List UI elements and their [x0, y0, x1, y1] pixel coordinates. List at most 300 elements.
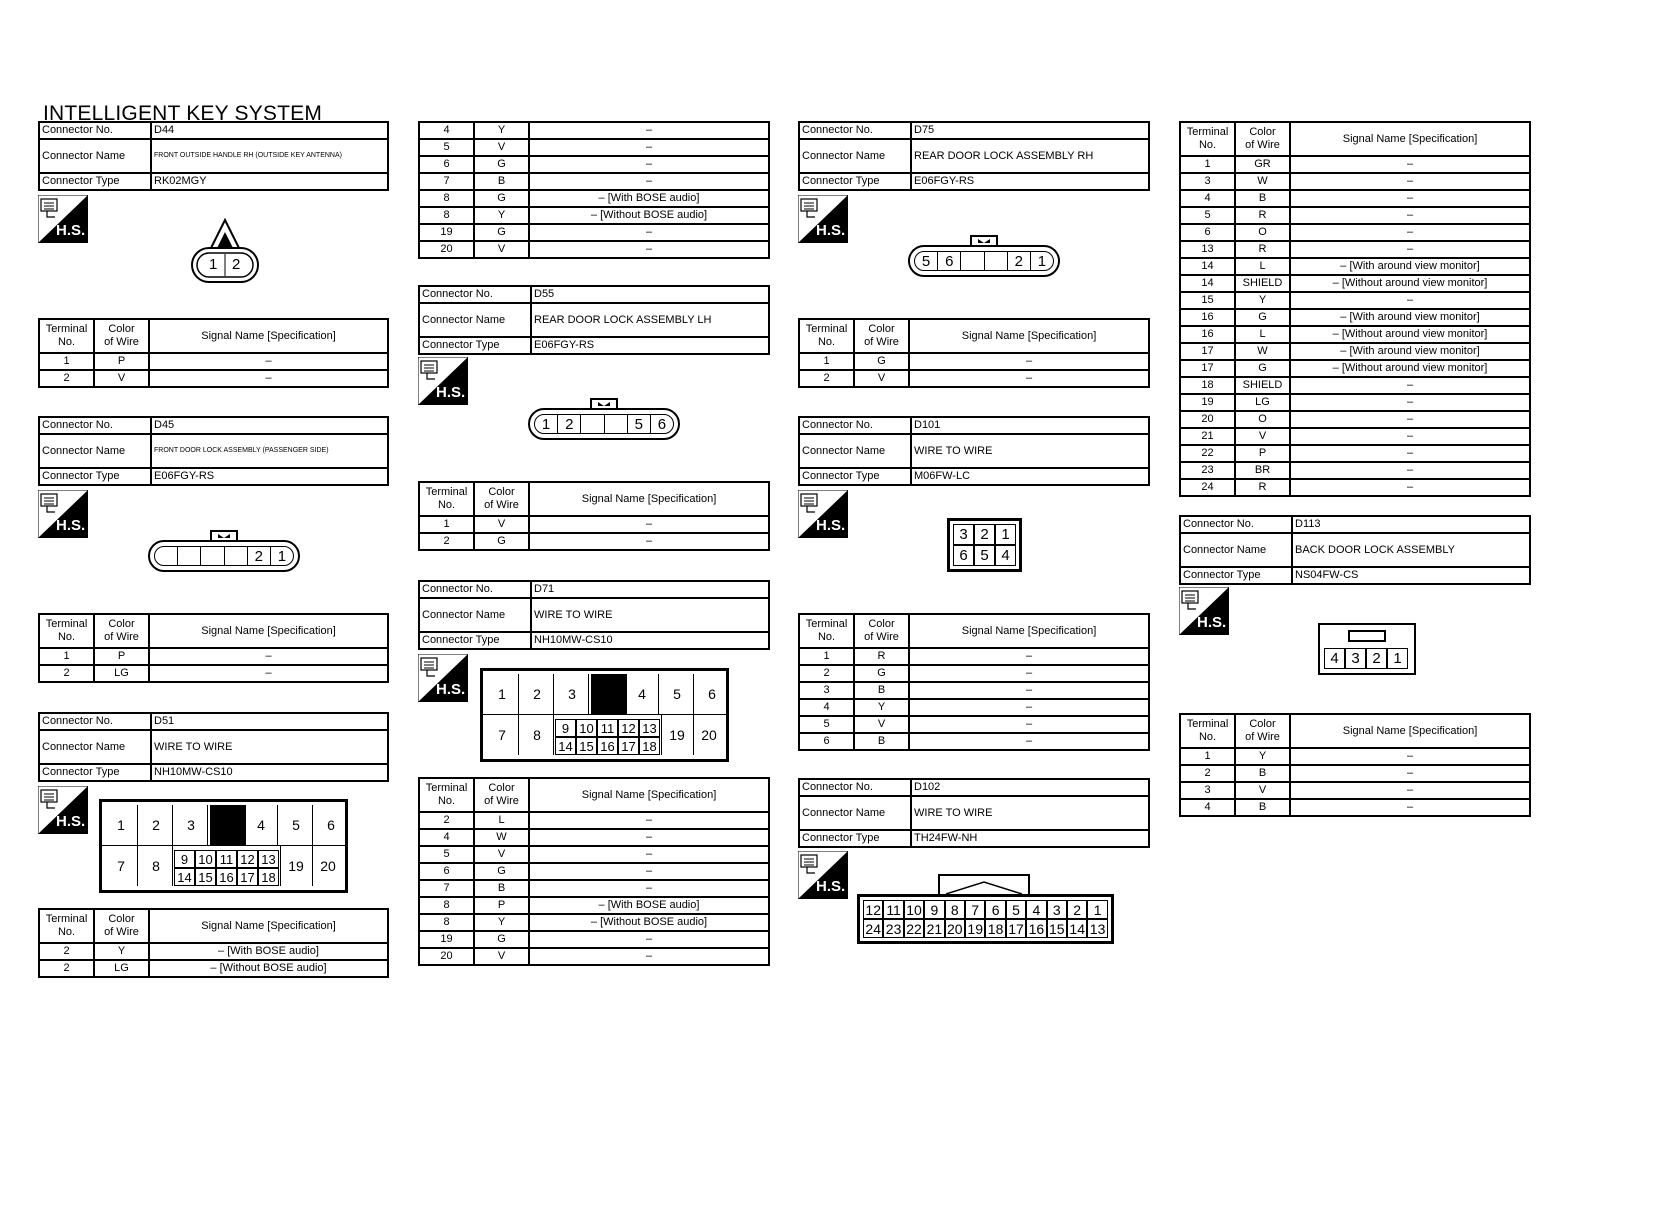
wire-color: BR: [1235, 462, 1290, 479]
pin: 11: [883, 900, 903, 919]
connector-diagram-d75: [908, 245, 1060, 277]
value-name: REAR DOOR LOCK ASSEMBLY RH: [911, 139, 1149, 173]
connector-info-d102: [798, 778, 1150, 848]
header-line: of Wire: [1245, 139, 1280, 151]
table-row: [1180, 428, 1530, 445]
table-row: [799, 648, 1149, 665]
table-row: [799, 699, 1149, 716]
header-line: No.: [817, 336, 836, 348]
terminal-no: 8: [419, 914, 474, 931]
connector-type-row: [799, 173, 1149, 190]
table-row: [1180, 275, 1530, 292]
terminal-no: 17: [1180, 343, 1235, 360]
connector-diagram-d101: [947, 518, 1022, 572]
wire-color: R: [1235, 207, 1290, 224]
hs-label: H.S.: [56, 222, 86, 239]
table-row: [39, 665, 388, 682]
wire-color: B: [474, 173, 529, 190]
signal-name: –: [909, 682, 1149, 699]
table-row: [39, 960, 388, 977]
signal-name: –: [149, 353, 388, 370]
signal-name: – [With around view monitor]: [1290, 258, 1530, 275]
wire-color: W: [1235, 343, 1290, 360]
wire-color: P: [474, 897, 529, 914]
header-line: No.: [57, 631, 76, 643]
pin: 1: [498, 686, 506, 702]
terminal-header: [39, 614, 388, 648]
header-signal-name: Signal Name [Specification]: [149, 614, 388, 648]
wire-color: LG: [1235, 394, 1290, 411]
pin: 11: [216, 850, 237, 868]
terminal-no: 14: [1180, 258, 1235, 275]
divider: [137, 846, 138, 886]
terminal-no: 23: [1180, 462, 1235, 479]
hs-connector-icon: [418, 654, 468, 702]
blank-cavity: [210, 805, 246, 845]
header-line: Terminal: [425, 782, 468, 794]
divider: [172, 805, 173, 845]
terminal-header: [799, 614, 1149, 648]
table-row: [39, 648, 388, 665]
terminal-no: 1: [419, 516, 474, 533]
signal-name: –: [909, 665, 1149, 682]
header-line: of Wire: [104, 631, 139, 643]
header-terminal-no: [1180, 122, 1235, 156]
terminal-table-d75: [798, 318, 1150, 388]
table-row: [799, 682, 1149, 699]
pin: 2: [974, 524, 995, 545]
signal-name: – [With BOSE audio]: [529, 190, 769, 207]
pin: 14: [1067, 919, 1087, 938]
header-wire-color: [94, 909, 149, 943]
table-row: [39, 943, 388, 960]
pin: 9: [174, 850, 195, 868]
table-row: [419, 173, 769, 190]
value-type: NS04FW-CS: [1292, 567, 1530, 584]
table-row: [1180, 326, 1530, 343]
signal-name: –: [909, 733, 1149, 750]
table-row: [799, 716, 1149, 733]
signal-name: –: [909, 699, 1149, 716]
value-type: M06FW-LC: [911, 468, 1149, 485]
wire-color: Y: [94, 943, 149, 960]
terminal-no: 1: [1180, 156, 1235, 173]
hs-label: H.S.: [56, 517, 86, 534]
label-name: Connector Name: [419, 303, 531, 337]
pin: 2: [232, 256, 241, 273]
terminal-no: 6: [419, 156, 474, 173]
wire-color: LG: [94, 960, 149, 977]
pin-row: [914, 251, 1054, 271]
connector-name-row: [1180, 533, 1530, 567]
hs-label: H.S.: [436, 384, 466, 401]
connector-no-row: [419, 286, 769, 303]
wire-color: Y: [1235, 292, 1290, 309]
value-name: WIRE TO WIRE: [911, 796, 1149, 830]
label-no: Connector No.: [39, 713, 151, 730]
connector-info-d75: [798, 121, 1150, 191]
terminal-header: [1180, 714, 1530, 748]
wire-color: V: [474, 241, 529, 258]
signal-name: –: [529, 533, 769, 550]
label-type: Connector Type: [419, 632, 531, 649]
terminal-no: 6: [419, 863, 474, 880]
hs-connector-icon: [418, 357, 468, 405]
connector-info-d51: [38, 712, 389, 782]
connector-name-row: [39, 434, 388, 468]
value-type: E06FGY-RS: [911, 173, 1149, 190]
pin: 18: [258, 868, 279, 886]
signal-name: –: [1290, 799, 1530, 816]
value-type: E06FGY-RS: [151, 468, 388, 485]
terminal-table-d113: [1179, 713, 1531, 817]
value-type: TH24FW-NH: [911, 830, 1149, 847]
table-row: [419, 931, 769, 948]
table-row: [419, 207, 769, 224]
pin: 2: [1366, 648, 1387, 669]
connector-info-d113: [1179, 515, 1531, 585]
pin: 15: [1047, 919, 1067, 938]
header-line: No.: [1198, 139, 1217, 151]
terminal-no: 5: [419, 139, 474, 156]
divider: [242, 805, 243, 845]
wire-color: P: [1235, 445, 1290, 462]
wire-color: R: [854, 648, 909, 665]
divider: [553, 715, 554, 755]
pin: [224, 547, 247, 565]
label-no: Connector No.: [1180, 516, 1292, 533]
wire-color: LG: [94, 665, 149, 682]
pin: 3: [1047, 900, 1067, 919]
table-row: [419, 829, 769, 846]
signal-name: –: [909, 353, 1149, 370]
header-wire-color: [474, 778, 529, 812]
wire-color: L: [1235, 258, 1290, 275]
terminal-no: 3: [1180, 782, 1235, 799]
connector-no-row: [419, 581, 769, 598]
signal-name: – [With BOSE audio]: [149, 943, 388, 960]
pin: 24: [863, 919, 883, 938]
header-wire-color: [1235, 714, 1290, 748]
divider: [312, 805, 313, 845]
table-row: [1180, 224, 1530, 241]
signal-name: –: [1290, 394, 1530, 411]
header-line: of Wire: [864, 631, 899, 643]
latch: [590, 398, 618, 408]
terminal-no: 3: [799, 682, 854, 699]
latch: [1348, 630, 1386, 642]
header-line: Terminal: [45, 618, 88, 630]
terminal-no: 16: [1180, 326, 1235, 343]
terminal-table-d71: [418, 777, 770, 966]
signal-name: –: [529, 156, 769, 173]
table-row: [419, 190, 769, 207]
terminal-no: 1: [1180, 748, 1235, 765]
pin: 19: [288, 858, 304, 874]
header-line: Terminal: [1186, 718, 1229, 730]
pin: 4: [995, 545, 1016, 566]
label-no: Connector No.: [799, 122, 911, 139]
value-no: D45: [151, 417, 388, 434]
terminal-no: 7: [419, 173, 474, 190]
label-no: Connector No.: [799, 779, 911, 796]
hs-label: H.S.: [1197, 614, 1227, 631]
wire-color: G: [474, 224, 529, 241]
pin: 12: [237, 850, 258, 868]
signal-name: –: [1290, 377, 1530, 394]
terminal-no: 4: [419, 122, 474, 139]
divider: [207, 805, 208, 845]
header-wire-color: [1235, 122, 1290, 156]
header-signal-name: Signal Name [Specification]: [149, 319, 388, 353]
signal-name: –: [1290, 411, 1530, 428]
wire-color: V: [474, 139, 529, 156]
label-type: Connector Type: [39, 764, 151, 781]
signal-name: – [Without around view monitor]: [1290, 275, 1530, 292]
label-name: Connector Name: [799, 434, 911, 468]
table-row: [1180, 479, 1530, 496]
signal-name: – [Without BOSE audio]: [149, 960, 388, 977]
header-line: No.: [57, 336, 76, 348]
terminal-no: 21: [1180, 428, 1235, 445]
header-terminal-no: [799, 319, 854, 353]
pin: 13: [639, 719, 660, 737]
hs-label: H.S.: [56, 813, 86, 830]
wire-color: G: [854, 353, 909, 370]
wire-color: L: [474, 812, 529, 829]
connector-name-row: [799, 796, 1149, 830]
terminal-no: 3: [1180, 173, 1235, 190]
header-signal-name: Signal Name [Specification]: [529, 482, 769, 516]
label-name: Connector Name: [39, 434, 151, 468]
hs-connector-icon: [798, 490, 848, 538]
pin: 7: [965, 900, 985, 919]
table-row: [419, 122, 769, 139]
signal-name: –: [1290, 462, 1530, 479]
header-terminal-no: [39, 319, 94, 353]
terminal-no: 16: [1180, 309, 1235, 326]
value-no: D113: [1292, 516, 1530, 533]
table-row: [419, 533, 769, 550]
pin: 3: [953, 524, 974, 545]
table-row: [1180, 394, 1530, 411]
terminal-no: 6: [799, 733, 854, 750]
connector-diagram-d55: [528, 408, 680, 440]
label-name: Connector Name: [799, 139, 911, 173]
label-name: Connector Name: [799, 796, 911, 830]
wire-color: B: [854, 733, 909, 750]
pin: 1: [541, 415, 551, 433]
pin: 7: [498, 727, 506, 743]
pin: 15: [195, 868, 216, 886]
terminal-no: 19: [419, 224, 474, 241]
label-no: Connector No.: [799, 417, 911, 434]
value-no: D44: [151, 122, 388, 139]
signal-name: –: [1290, 445, 1530, 462]
value-no: D71: [531, 581, 769, 598]
terminal-table-d51: [38, 908, 389, 978]
table-row: [39, 353, 388, 370]
table-row: [1180, 292, 1530, 309]
signal-name: –: [529, 139, 769, 156]
value-name: FRONT OUTSIDE HANDLE RH (OUTSIDE KEY ANTENNA): [151, 139, 388, 173]
table-row: [419, 880, 769, 897]
pin: 8: [533, 727, 541, 743]
pin: 6: [650, 415, 673, 433]
header-terminal-no: [419, 482, 474, 516]
divider: [518, 715, 519, 755]
pin: 3: [1345, 648, 1366, 669]
wire-color: G: [474, 533, 529, 550]
terminal-no: 14: [1180, 275, 1235, 292]
pin: 1: [270, 547, 293, 565]
pin: 1: [1030, 252, 1053, 270]
terminal-no: 8: [419, 897, 474, 914]
terminal-table-d45: [38, 613, 389, 683]
pin: 4: [1026, 900, 1046, 919]
value-name: REAR DOOR LOCK ASSEMBLY LH: [531, 303, 769, 337]
pin: 18: [639, 737, 660, 755]
terminal-table-d101: [798, 613, 1150, 751]
signal-name: – [Without BOSE audio]: [529, 207, 769, 224]
divider: [137, 805, 138, 845]
pin: 17: [237, 868, 258, 886]
pin: 18: [985, 919, 1005, 938]
terminal-table-d102: [1179, 121, 1531, 497]
pin: 23: [883, 919, 903, 938]
terminal-no: 1: [39, 648, 94, 665]
table-row: [799, 353, 1149, 370]
connector-diagram-d45: [148, 540, 300, 572]
pin: [177, 547, 200, 565]
divider: [312, 846, 313, 886]
pin: 5: [627, 415, 650, 433]
pin: 6: [327, 817, 335, 833]
wire-color: V: [94, 370, 149, 387]
pin: 16: [216, 868, 237, 886]
header-line: Terminal: [45, 323, 88, 335]
pin: 11: [597, 719, 618, 737]
signal-name: –: [909, 716, 1149, 733]
label-type: Connector Type: [799, 830, 911, 847]
terminal-no: 2: [39, 665, 94, 682]
divider: [280, 846, 281, 886]
wire-color: Y: [474, 914, 529, 931]
wire-color: V: [854, 716, 909, 733]
divider: [518, 674, 519, 714]
wire-color: G: [1235, 309, 1290, 326]
wire-color: V: [474, 846, 529, 863]
terminal-no: 19: [419, 931, 474, 948]
value-type: E06FGY-RS: [531, 337, 769, 354]
signal-name: –: [529, 880, 769, 897]
label-name: Connector Name: [39, 139, 151, 173]
latch: [970, 235, 998, 245]
hs-connector-icon: [1179, 587, 1229, 635]
pin: [984, 252, 1007, 270]
signal-name: –: [1290, 748, 1530, 765]
terminal-no: 2: [1180, 765, 1235, 782]
table-row: [1180, 207, 1530, 224]
value-no: D101: [911, 417, 1149, 434]
pin: 16: [597, 737, 618, 755]
signal-name: –: [1290, 241, 1530, 258]
divider: [588, 674, 589, 714]
pin: 20: [701, 727, 717, 743]
terminal-table-d44: [38, 318, 389, 388]
signal-name: –: [149, 648, 388, 665]
header-line: No.: [437, 795, 456, 807]
table-row: [419, 948, 769, 965]
header-terminal-no: [1180, 714, 1235, 748]
pin: 17: [1006, 919, 1026, 938]
header-line: No.: [437, 499, 456, 511]
divider: [277, 805, 278, 845]
signal-name: –: [1290, 782, 1530, 799]
signal-name: –: [149, 370, 388, 387]
table-row: [39, 370, 388, 387]
signal-name: –: [1290, 156, 1530, 173]
terminal-no: 1: [39, 353, 94, 370]
pin: 3: [568, 686, 576, 702]
pin-row: [534, 414, 674, 434]
divider: [102, 845, 345, 846]
divider: [693, 715, 694, 755]
pin: 1: [117, 817, 125, 833]
label-type: Connector Type: [39, 173, 151, 190]
connector-diagram-d51: [99, 799, 348, 893]
header-terminal-no: [39, 614, 94, 648]
table-row: [419, 516, 769, 533]
hs-label: H.S.: [816, 222, 846, 239]
wire-color: W: [1235, 173, 1290, 190]
label-no: Connector No.: [419, 286, 531, 303]
terminal-no: 2: [419, 812, 474, 829]
table-row: [1180, 343, 1530, 360]
pin: 6: [985, 900, 1005, 919]
value-name: WIRE TO WIRE: [911, 434, 1149, 468]
label-type: Connector Type: [39, 468, 151, 485]
table-row: [1180, 411, 1530, 428]
wire-color: B: [474, 880, 529, 897]
value-name: WIRE TO WIRE: [151, 730, 388, 764]
terminal-no: 8: [419, 207, 474, 224]
pin: 19: [965, 919, 985, 938]
label-name: Connector Name: [419, 598, 531, 632]
terminal-no: 22: [1180, 445, 1235, 462]
table-row: [419, 139, 769, 156]
table-row: [1180, 377, 1530, 394]
wire-color: R: [1235, 241, 1290, 258]
terminal-no: 2: [799, 370, 854, 387]
hs-connector-icon: [798, 851, 848, 899]
terminal-table-d55: [418, 481, 770, 551]
pin: 2: [557, 415, 580, 433]
table-row: [799, 370, 1149, 387]
connector-type-row: [419, 337, 769, 354]
signal-name: –: [529, 516, 769, 533]
divider: [693, 674, 694, 714]
header-line: of Wire: [1245, 731, 1280, 743]
signal-name: –: [1290, 173, 1530, 190]
header-line: Terminal: [805, 618, 848, 630]
signal-name: –: [529, 931, 769, 948]
pin: 15: [576, 737, 597, 755]
header-line: Color: [868, 323, 895, 335]
table-row: [419, 812, 769, 829]
signal-name: –: [1290, 765, 1530, 782]
wire-color: V: [854, 370, 909, 387]
